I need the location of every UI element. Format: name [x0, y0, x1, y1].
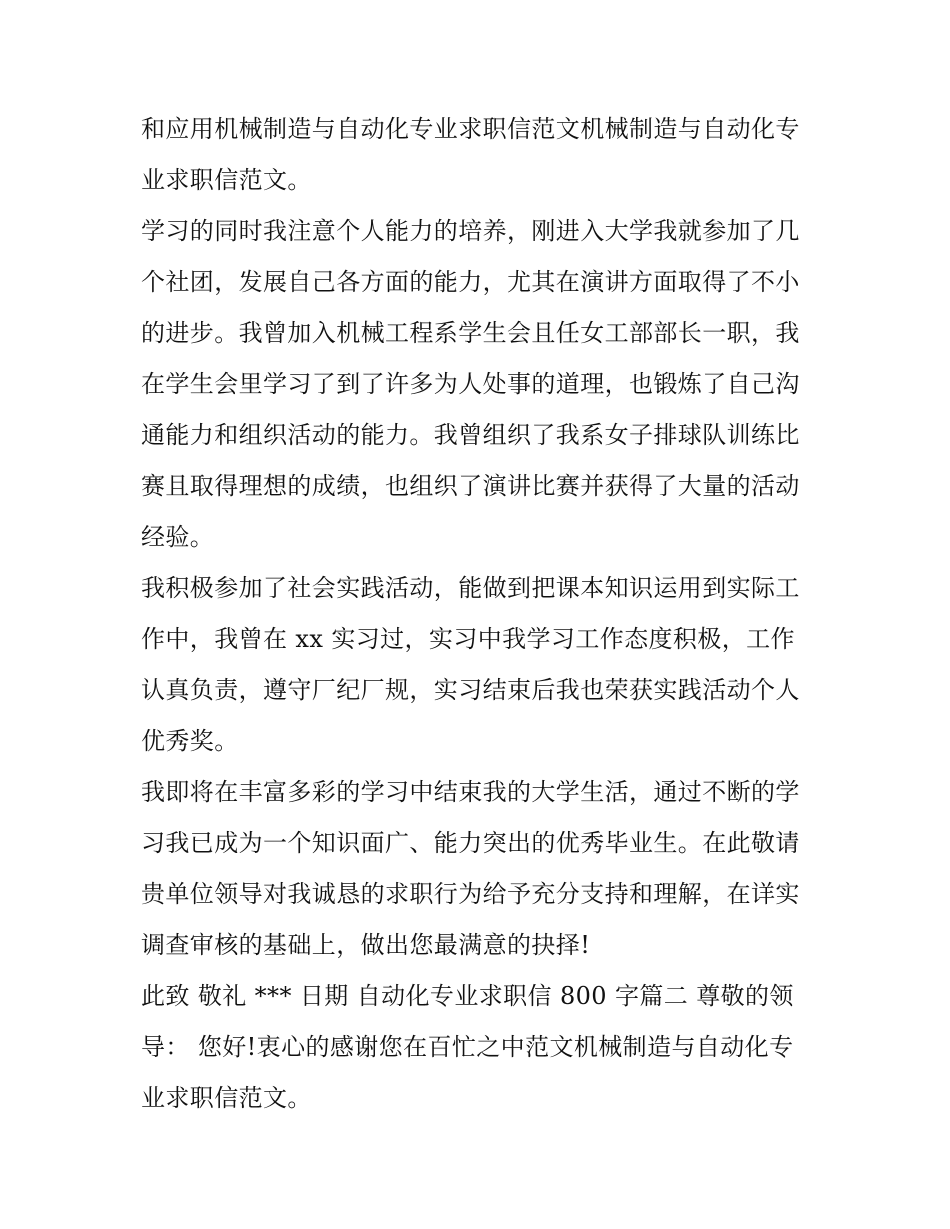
text-line: 业求职信范文。: [141, 166, 312, 194]
text-line: 作中，我曾在 xx 实习过，实习中我学习工作态度积极，工作: [141, 625, 795, 653]
text-line: 经验。: [141, 523, 215, 551]
paragraph-graduation: [141, 767, 821, 971]
text-line: 的进步。我曾加入机械工程系学生会且任女工部部长一职，我: [141, 319, 800, 347]
text-line: 业求职信范文。: [141, 1084, 312, 1112]
text-line: 赛且取得理想的成绩，也组织了演讲比赛并获得了大量的活动: [141, 472, 800, 500]
text-line: 在学生会里学习了到了许多为人处事的道理，也锻炼了自己沟: [141, 370, 800, 398]
text-line: 我即将在丰富多彩的学习中结束我的大学生活，通过不断的学: [141, 778, 800, 806]
document-body: [141, 104, 821, 1124]
text-line: 优秀奖。: [141, 727, 239, 755]
text-line: 贵单位领导对我诚恳的求职行为给予充分支持和理解，在详实: [141, 880, 800, 908]
paragraph-closing: [141, 971, 821, 1124]
text-line: 导： 您好!衷心的感谢您在百忙之中范文机械制造与自动化专: [141, 1033, 794, 1061]
text-line: 学习的同时我注意个人能力的培养，刚进入大学我就参加了几: [141, 217, 800, 245]
text-line: 我积极参加了社会实践活动，能做到把课本知识运用到实际工: [141, 574, 800, 602]
text-line: 个社团，发展自己各方面的能力，尤其在演讲方面取得了不小: [141, 268, 800, 296]
text-line: 习我已成为一个知识面广、能力突出的优秀毕业生。在此敬请: [141, 829, 800, 857]
paragraph-intro: [141, 104, 821, 206]
text-line: 调查审核的基础上，做出您最满意的抉择!: [141, 931, 591, 959]
text-line: 认真负责，遵守厂纪厂规，实习结束后我也荣获实践活动个人: [141, 676, 800, 704]
text-line: 此致 敬礼 *** 日期 自动化专业求职信 800 字篇二 尊敬的领: [141, 982, 794, 1010]
paragraph-practice: [141, 563, 821, 767]
paragraph-abilities: [141, 206, 821, 563]
text-line: 通能力和组织活动的能力。我曾组织了我系女子排球队训练比: [141, 421, 800, 449]
text-line: 和应用机械制造与自动化专业求职信范文机械制造与自动化专: [141, 115, 800, 143]
